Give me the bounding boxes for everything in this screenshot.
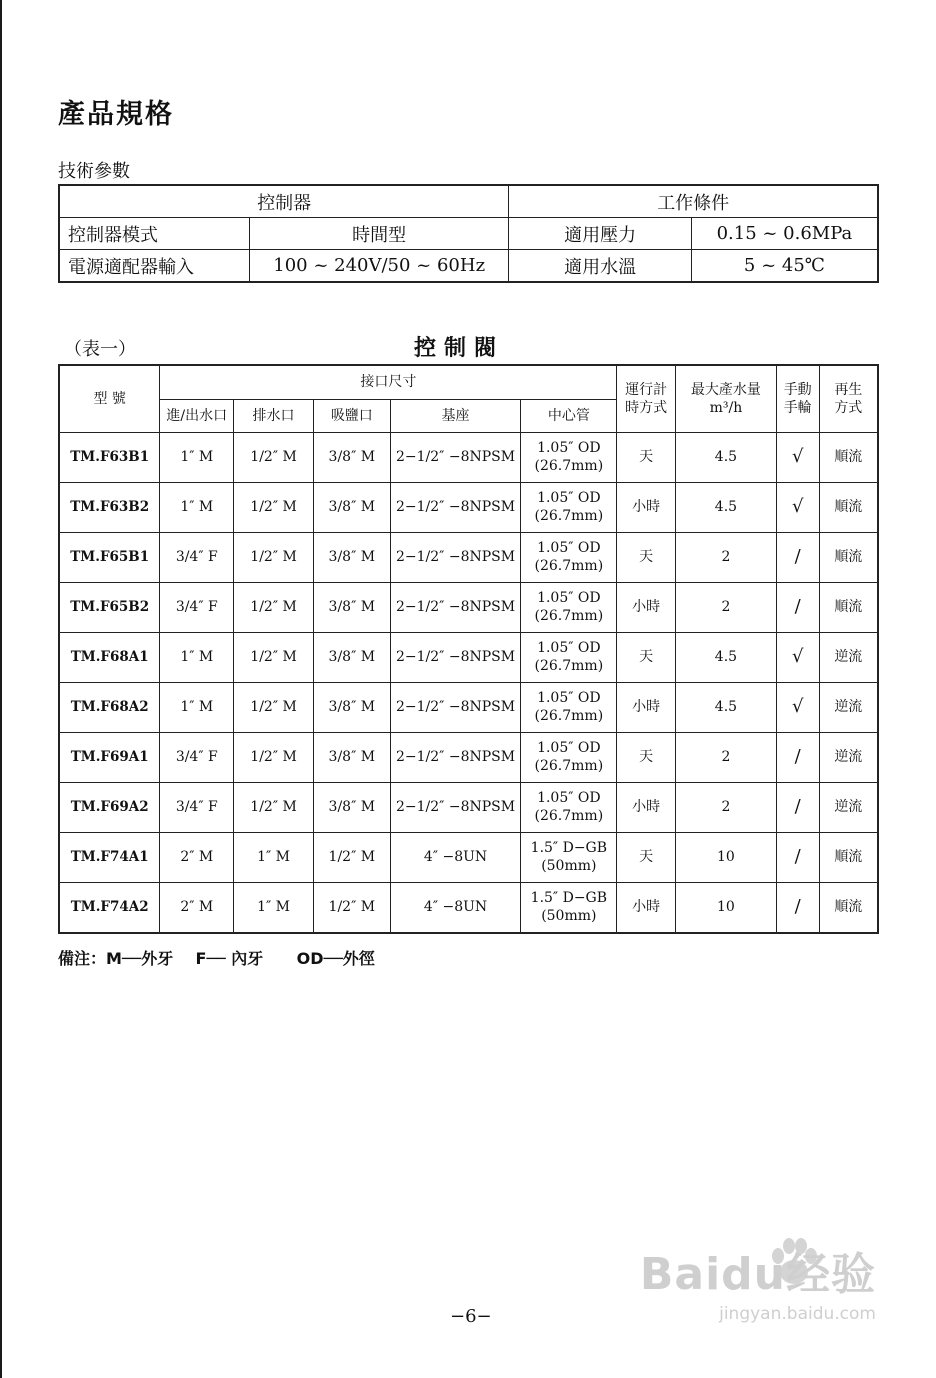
cell-drain: 1/2″ M [234,682,314,732]
header-timer: 運行計 時方式 [617,365,676,432]
spec-table [58,184,879,283]
cell-regen: 逆流 [819,732,878,782]
spec-cond-value: 5 ~ 45℃ [691,250,878,283]
cell-timer: 小時 [617,482,676,532]
cell-drain: 1/2″ M [234,582,314,632]
footnote: 備注：M──外牙 F── 內牙 OD──外徑 [58,949,375,968]
cell-inlet: 2″ M [160,832,234,882]
cell-brine: 3/8″ M [313,682,390,732]
cell-base: 2−1/2″ −8NPSM [390,632,521,682]
header-manual: 手動 手輪 [776,365,819,432]
cell-inlet: 2″ M [160,882,234,933]
spec-header-row [59,185,878,218]
cell-timer: 天 [617,432,676,482]
cell-riser: 1.05″ OD (26.7mm) [521,582,617,632]
cell-model: TM.F69A1 [59,732,160,782]
cell-timer: 小時 [617,882,676,933]
spec-cond-label: 適用壓力 [509,218,691,250]
cell-model: TM.F63B1 [59,432,160,482]
cell-riser: 1.05″ OD (26.7mm) [521,632,617,682]
spec-row [59,218,878,250]
cell-drain: 1/2″ M [234,532,314,582]
cell-inlet: 1″ M [160,432,234,482]
cell-timer: 小時 [617,782,676,832]
cell-flow: 4.5 [676,432,777,482]
spec-label: 電源適配器輸入 [59,250,249,283]
page-number: −6− [450,1306,492,1327]
table-row [59,832,878,882]
cell-base: 2−1/2″ −8NPSM [390,432,521,482]
cell-brine: 3/8″ M [313,632,390,682]
table-row [59,582,878,632]
spec-value: 100 ~ 240V/50 ~ 60Hz [249,250,508,283]
cell-manual: √ [776,632,819,682]
cell-drain: 1/2″ M [234,482,314,532]
cell-inlet: 1″ M [160,482,234,532]
cell-inlet: 1″ M [160,632,234,682]
cell-flow: 4.5 [676,682,777,732]
cell-base: 2−1/2″ −8NPSM [390,482,521,532]
cell-regen: 逆流 [819,632,878,682]
cell-manual: √ [776,482,819,532]
cell-inlet: 3/4″ F [160,782,234,832]
cell-brine: 3/8″ M [313,432,390,482]
cell-model: TM.F69A2 [59,782,160,832]
spec-value: 時間型 [249,218,508,250]
cell-riser: 1.5″ D−GB (50mm) [521,882,617,933]
header-brine: 吸鹽口 [313,399,390,432]
header-connection: 接口尺寸 [160,365,617,399]
spec-cond-label: 適用水溫 [509,250,691,283]
header-flow: 最大產水量 m³/h [676,365,777,432]
header-drain: 排水口 [234,399,314,432]
header-inlet: 進/出水口 [160,399,234,432]
cell-timer: 天 [617,632,676,682]
cell-model: TM.F63B2 [59,482,160,532]
watermark [640,1238,876,1324]
cell-base: 4″ −8UN [390,882,521,933]
cell-brine: 3/8″ M [313,582,390,632]
table-row [59,882,878,933]
cell-model: TM.F65B1 [59,532,160,582]
watermark-url: jingyan.baidu.com [719,1304,876,1324]
cell-brine: 3/8″ M [313,782,390,832]
cell-riser: 1.05″ OD (26.7mm) [521,432,617,482]
cell-manual: / [776,582,819,632]
cell-model: TM.F68A2 [59,682,160,732]
cell-base: 2−1/2″ −8NPSM [390,782,521,832]
cell-timer: 小時 [617,582,676,632]
cell-flow: 4.5 [676,482,777,532]
cell-brine: 3/8″ M [313,732,390,782]
cell-riser: 1.05″ OD (26.7mm) [521,782,617,832]
cell-base: 2−1/2″ −8NPSM [390,732,521,782]
table-row [59,482,878,532]
cell-drain: 1/2″ M [234,732,314,782]
cell-manual: / [776,732,819,782]
table-row [59,632,878,682]
cell-flow: 2 [676,732,777,782]
cell-brine: 3/8″ M [313,532,390,582]
cell-riser: 1.05″ OD (26.7mm) [521,482,617,532]
table-row [59,532,878,582]
cell-timer: 天 [617,832,676,882]
spec-header-controller: 控制器 [59,185,509,218]
cell-regen: 順流 [819,432,878,482]
cell-manual: √ [776,682,819,732]
cell-flow: 2 [676,582,777,632]
cell-riser: 1.5″ D−GB (50mm) [521,832,617,882]
cell-brine: 1/2″ M [313,832,390,882]
table-row [59,782,878,832]
cell-manual: / [776,782,819,832]
cell-model: TM.F74A2 [59,882,160,933]
spec-row [59,250,878,283]
header-riser: 中心管 [521,399,617,432]
header-model: 型 號 [59,365,160,432]
table-label: （表一） [64,339,136,360]
cell-base: 2−1/2″ −8NPSM [390,682,521,732]
cell-flow: 10 [676,882,777,933]
cell-flow: 4.5 [676,632,777,682]
cell-brine: 1/2″ M [313,882,390,933]
cell-regen: 逆流 [819,682,878,732]
section-subtitle: 技術參數 [58,161,130,182]
valve-table [58,364,879,934]
cell-base: 4″ −8UN [390,832,521,882]
cell-model: TM.F68A1 [59,632,160,682]
cell-flow: 2 [676,532,777,582]
cell-flow: 10 [676,832,777,882]
cell-model: TM.F74A1 [59,832,160,882]
spec-label: 控制器模式 [59,218,249,250]
cell-manual: / [776,882,819,933]
spec-header-conditions: 工作條件 [509,185,878,218]
cell-riser: 1.05″ OD (26.7mm) [521,532,617,582]
cell-inlet: 3/4″ F [160,732,234,782]
cell-regen: 順流 [819,582,878,632]
cell-manual: / [776,832,819,882]
table-row [59,432,878,482]
cell-regen: 逆流 [819,782,878,832]
cell-inlet: 3/4″ F [160,532,234,582]
table-title: 控制閥 [414,335,505,361]
header-regen: 再生 方式 [819,365,878,432]
table-row [59,682,878,732]
cell-base: 2−1/2″ −8NPSM [390,582,521,632]
cell-brine: 3/8″ M [313,482,390,532]
cell-regen: 順流 [819,882,878,933]
cell-inlet: 1″ M [160,682,234,732]
cell-model: TM.F65B2 [59,582,160,632]
table-row [59,732,878,782]
header-base: 基座 [390,399,521,432]
cell-manual: √ [776,432,819,482]
cell-base: 2−1/2″ −8NPSM [390,532,521,582]
page-edge [0,0,2,1378]
header-row [59,365,878,399]
cell-drain: 1/2″ M [234,782,314,832]
watermark-logo: Baidu经验 [639,1249,876,1300]
cell-inlet: 3/4″ F [160,582,234,632]
cell-riser: 1.05″ OD (26.7mm) [521,732,617,782]
cell-regen: 順流 [819,832,878,882]
cell-drain: 1″ M [234,882,314,933]
cell-flow: 2 [676,782,777,832]
cell-regen: 順流 [819,532,878,582]
cell-drain: 1/2″ M [234,632,314,682]
cell-drain: 1″ M [234,832,314,882]
cell-timer: 小時 [617,682,676,732]
spec-cond-value: 0.15 ~ 0.6MPa [691,218,878,250]
cell-regen: 順流 [819,482,878,532]
cell-riser: 1.05″ OD (26.7mm) [521,682,617,732]
cell-drain: 1/2″ M [234,432,314,482]
cell-timer: 天 [617,732,676,782]
cell-timer: 天 [617,532,676,582]
cell-manual: / [776,532,819,582]
page-title: 產品規格 [58,99,174,130]
